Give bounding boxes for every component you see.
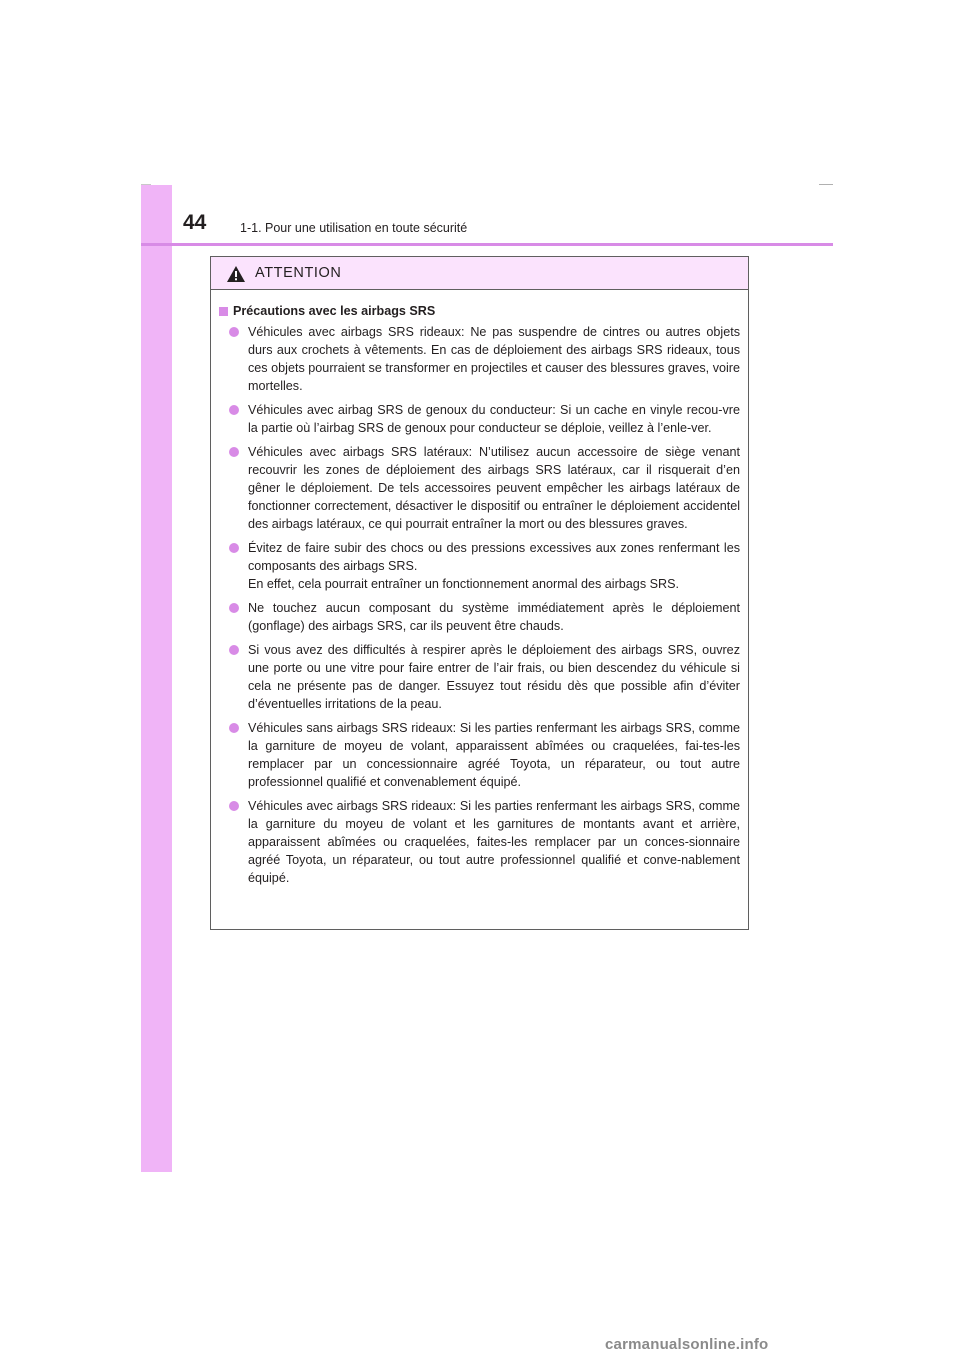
list-item bbox=[219, 797, 740, 887]
list-item bbox=[219, 539, 740, 593]
page-number: 44 bbox=[183, 211, 207, 234]
list-item bbox=[219, 719, 740, 791]
item-text: Véhicules avec airbags SRS rideaux: Ne pas suspendre de cintres ou autres objets durs aux crochets à vêtements. En cas de déploiement des airbags SRS rideaux, tous ces objets pourraient se transformer en projectiles et causer des blessures graves, voire mortelles. bbox=[248, 325, 740, 393]
section-heading bbox=[219, 302, 740, 320]
warning-title: ATTENTION bbox=[255, 265, 342, 281]
circle-bullet-icon bbox=[229, 327, 239, 337]
crop-mark bbox=[819, 184, 833, 185]
header-divider bbox=[141, 243, 833, 246]
list-item bbox=[219, 641, 740, 713]
warning-triangle-icon bbox=[226, 265, 246, 283]
circle-bullet-icon bbox=[229, 447, 239, 457]
warning-box bbox=[210, 256, 749, 930]
item-text: Évitez de faire subir des chocs ou des pressions excessives aux zones renfermant les composants des airbags SRS. bbox=[248, 541, 740, 573]
item-text: Véhicules avec airbag SRS de genoux du conducteur: Si un cache en vinyle recou-vre la partie où l’airbag SRS de genoux pour conducteur se déploie, veillez à l’enle-ver. bbox=[248, 403, 740, 435]
item-text-continuation: En effet, cela pourrait entraîner un fonctionnement anormal des airbags SRS. bbox=[248, 577, 680, 591]
square-bullet-icon bbox=[219, 307, 228, 316]
list-item bbox=[219, 443, 740, 533]
warning-body bbox=[211, 290, 748, 887]
circle-bullet-icon bbox=[229, 543, 239, 553]
list-item bbox=[219, 323, 740, 395]
list-item bbox=[219, 599, 740, 635]
circle-bullet-icon bbox=[229, 801, 239, 811]
warning-header bbox=[211, 257, 748, 290]
item-text: Ne touchez aucun composant du système immédiatement après le déploiement (gonflage) des airbags SRS, car ils peuvent être chauds. bbox=[248, 601, 740, 633]
circle-bullet-icon bbox=[229, 405, 239, 415]
item-text: Véhicules avec airbags SRS rideaux: Si les parties renfermant les airbags SRS, comme la garniture du moyeu de volant et les garnitures de montants avant et arrière, apparaissent abîmées ou craquelées, faites-les remplacer par un conces-sionnaire agréé Toyota, un réparateur, ou tout autre professionnel qualifié et conve-nablement équipé. bbox=[248, 799, 740, 885]
watermark: carmanualsonline.info bbox=[605, 1336, 769, 1353]
list-item bbox=[219, 401, 740, 437]
item-text: Si vous avez des difficultés à respirer après le déploiement des airbags SRS, ouvrez une porte ou une vitre pour faire entrer de l’air frais, ou bien descendez du véhicule si cela ne présente pas de danger. Essuyez tout résidu dès que possible afin d’éviter d’éventuelles irritations de la peau. bbox=[248, 643, 740, 711]
circle-bullet-icon bbox=[229, 723, 239, 733]
chapter-title: 1-1. Pour une utilisation en toute sécurité bbox=[240, 221, 468, 235]
circle-bullet-icon bbox=[229, 603, 239, 613]
item-text: Véhicules avec airbags SRS latéraux: N’utilisez aucun accessoire de siège venant recouvrir les zones de déploiement des airbags SRS latéraux, car il risquerait d’en gêner le déploiement. De tels accessoires peuvent empêcher les airbags latéraux de fonctionner correctement, désactiver le dispositif ou entraîner le déploiement accidentel des airbags latéraux, ce qui pourrait entraîner la mort ou des blessures graves. bbox=[248, 445, 740, 531]
circle-bullet-icon bbox=[229, 645, 239, 655]
section-title: Précautions avec les airbags SRS bbox=[233, 304, 436, 318]
item-text: Véhicules sans airbags SRS rideaux: Si les parties renfermant les airbags SRS, comme la garniture de moyeu de volant, apparaissent abîmées ou craquelées, fai-tes-les remplacer par un concessionnaire agréé Toyota, un réparateur, ou tout autre professionnel qualifié et convenablement équipé. bbox=[248, 721, 740, 789]
side-tab-band bbox=[141, 185, 172, 1172]
